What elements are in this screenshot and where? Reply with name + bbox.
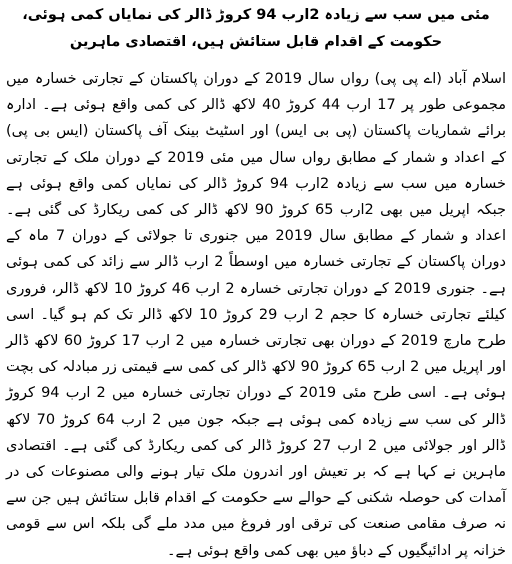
headline-spacer: [6, 56, 506, 66]
article-body: اسلام آباد (اے پی پی) رواں سال 2019 کے دوران پاکستان کے تجارتی خسارہ میں مجموعی طور پر 17 ارب 44 کروڑ 40 لاکھ ڈالر کی کمی واقع ہوئی ہے۔ ادارہ برائے شماریات پاکستان (پی بی ایس) اور اسٹیٹ بینک آف پاکستان (ایس بی پی) کے اعداد و شمار کے مطابق رواں سال میں مئی 2019 کے دوران ملک کے تجارتی خسارہ میں سب سے زیادہ 2ارب 94 کروڑ ڈالر کی نمایاں کمی واقع ہوئی ہے جبکہ اپریل میں بھی 2ارب 65 کروڑ 90 لاکھ ڈالر کی کمی ریکارڈ کی گئی ہے۔ اعداد و شمار کے مطابق سال 2019 میں جنوری تا جولائی کے دوران 7 ماہ کے دوران پاکستان کے تجارتی خسارہ میں اوسطاً 2 ارب ڈالر سے زائد کی کمی ہوئی ہے۔ جنوری 2019 کے دوران تجارتی خسارہ 2 ارب 46 کروڑ 10 لاکھ ڈالر، فروری کیلئے تجارتی خسارہ کا حجم 2 ارب 29 کروڑ 10 لاکھ ڈالر تک کم ہو گیا۔ اسی طرح مارچ 2019 کے دوران بھی تجارتی خسارہ میں 2 ارب 17 کروڑ 60 لاکھ ڈالر اور اپریل میں 2 ارب 65 کروڑ 90 لاکھ ڈالر کی کمی سے قیمتی زر مبادلہ کی بچت ہوئی ہے۔ اسی طرح مئی 2019 کے دوران تجارتی خسارہ میں 2 ارب 94 کروڑ ڈالر کی سب سے زیادہ کمی ہوئی ہے جبکہ جون میں 2 ارب 64 کروڑ 70 لاکھ ڈالر اور جولائی میں 2 ارب 27 کروڑ ڈالر کی کمی ریکارڈ کی گئی ہے۔ اقتصادی ماہرین نے کہا ہے کہ بر تعیش اور اندرون ملک تیار ہونے والی مصنوعات کی در آمدات کی حوصلہ شکنی کے حوالے سے حکومت کے اقدام قابل ستائش ہیں جن سے نہ صرف مقامی صنعت کی ترقی اور فروغ میں مدد ملے گی بلکہ اس سے قومی خزانہ پر ادائیگیوں کے دباؤ میں بھی کمی واقع ہوئی ہے۔: [6, 71, 507, 559]
article-headline: مئی میں سب سے زیادہ 2ارب 94 کروڑ ڈالر کی نمایاں کمی ہوئی، حکومت کے اقدام قابل ستائش ہیں، اقتصادی ماہرین: [22, 7, 490, 50]
